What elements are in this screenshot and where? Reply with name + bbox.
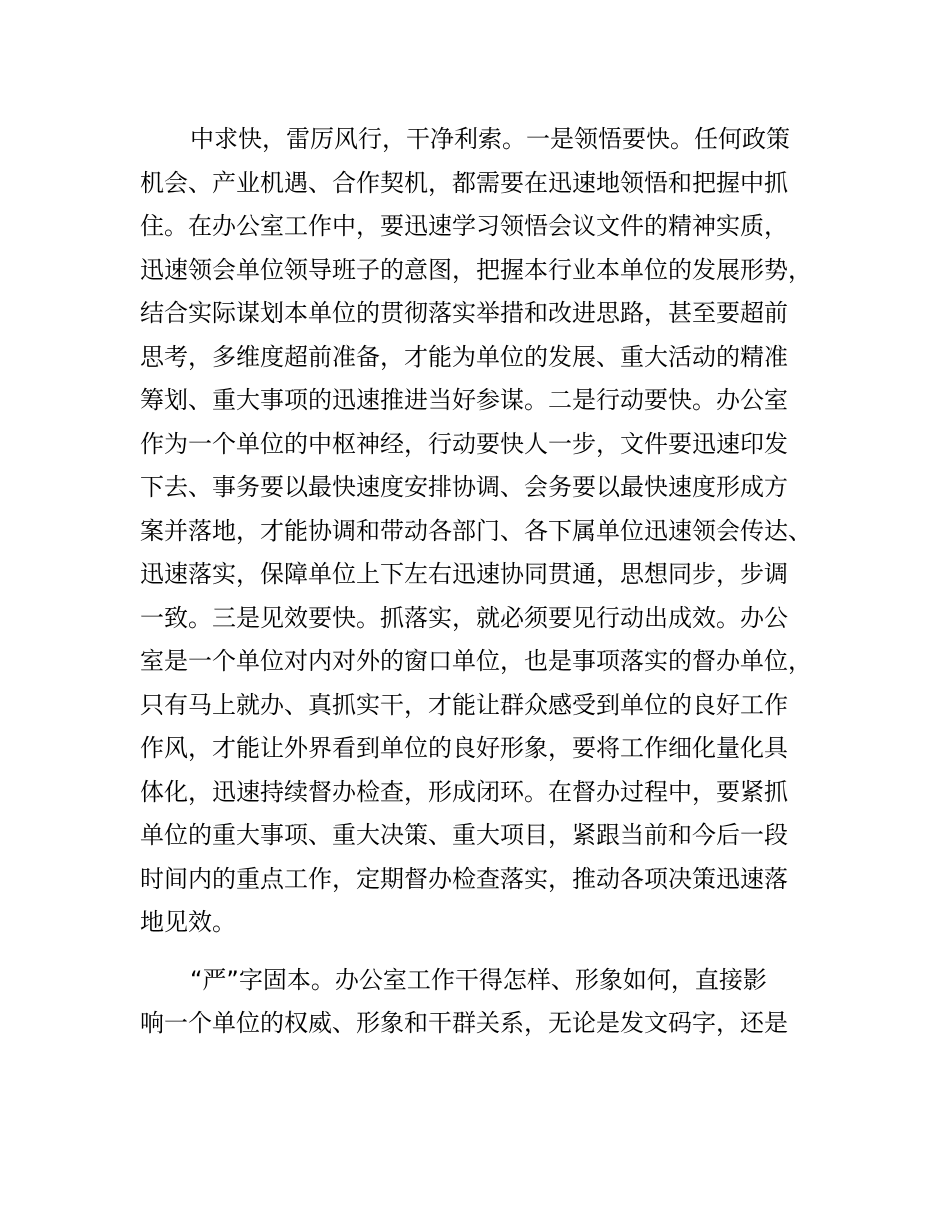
paragraph-line: 一致。三是见效要快。抓落实，就必须要见行动出成效。办公 [140,603,788,632]
document-body [140,118,840,1046]
paragraph-line: 筹划、重大事项的迅速推进当好参谋。二是行动要快。办公室 [140,386,788,414]
paragraph-spacer [140,945,840,959]
paragraph-1 [140,118,840,945]
paragraph-2 [140,959,840,1046]
paragraph-line: 迅速落实，保障单位上下左右迅速协同贯通，思想同步，步调 [140,560,788,588]
paragraph-line: 体化，迅速持续督办检查，形成闭环。在督办过程中，要紧抓 [140,777,788,806]
paragraph-line: 室是一个单位对内对外的窗口单位，也是事项落实的督办单位， [140,647,812,675]
paragraph-line: 下去、事务要以最快速度安排协调、会务要以最快速度形成方 [140,473,788,501]
paragraph-line: 中求快，雷厉风行，干净利索。一是领悟要快。任何政策 [190,125,790,153]
paragraph-line: 作风，才能让外界看到单位的良好形象，要将工作细化量化具 [140,734,788,762]
paragraph-line: 机会、产业机遇、合作契机，都需要在迅速地领悟和把握中抓 [140,168,788,197]
paragraph-line: 住。在办公室工作中，要迅速学习领悟会议文件的精神实质， [140,212,788,240]
paragraph-line: “严”字固本。办公室工作干得怎样、形象如何，直接影 [190,965,767,994]
paragraph-line: 结合实际谋划本单位的贯彻落实举措和改进思路，甚至要超前 [140,299,788,327]
paragraph-line: 时间内的重点工作，定期督办检查落实，推动各项决策迅速落 [140,864,788,893]
paragraph-line: 响一个单位的权威、形象和干群关系，无论是发文码字，还是 [140,1009,788,1037]
paragraph-line: 迅速领会单位领导班子的意图，把握本行业本单位的发展形势， [140,255,812,284]
paragraph-line: 作为一个单位的中枢神经，行动要快人一步，文件要迅速印发 [140,429,788,458]
paragraph-line: 地见效。 [140,908,236,936]
paragraph-line: 只有马上就办、真抓实干，才能让群众感受到单位的良好工作 [140,690,788,719]
paragraph-line: 思考，多维度超前准备，才能为单位的发展、重大活动的精准 [140,342,788,371]
paragraph-line: 单位的重大事项、重大决策、重大项目，紧跟当前和今后一段 [140,821,788,849]
paragraph-line: 案并落地，才能协调和带动各部门、各下属单位迅速领会传达、 [140,516,812,545]
